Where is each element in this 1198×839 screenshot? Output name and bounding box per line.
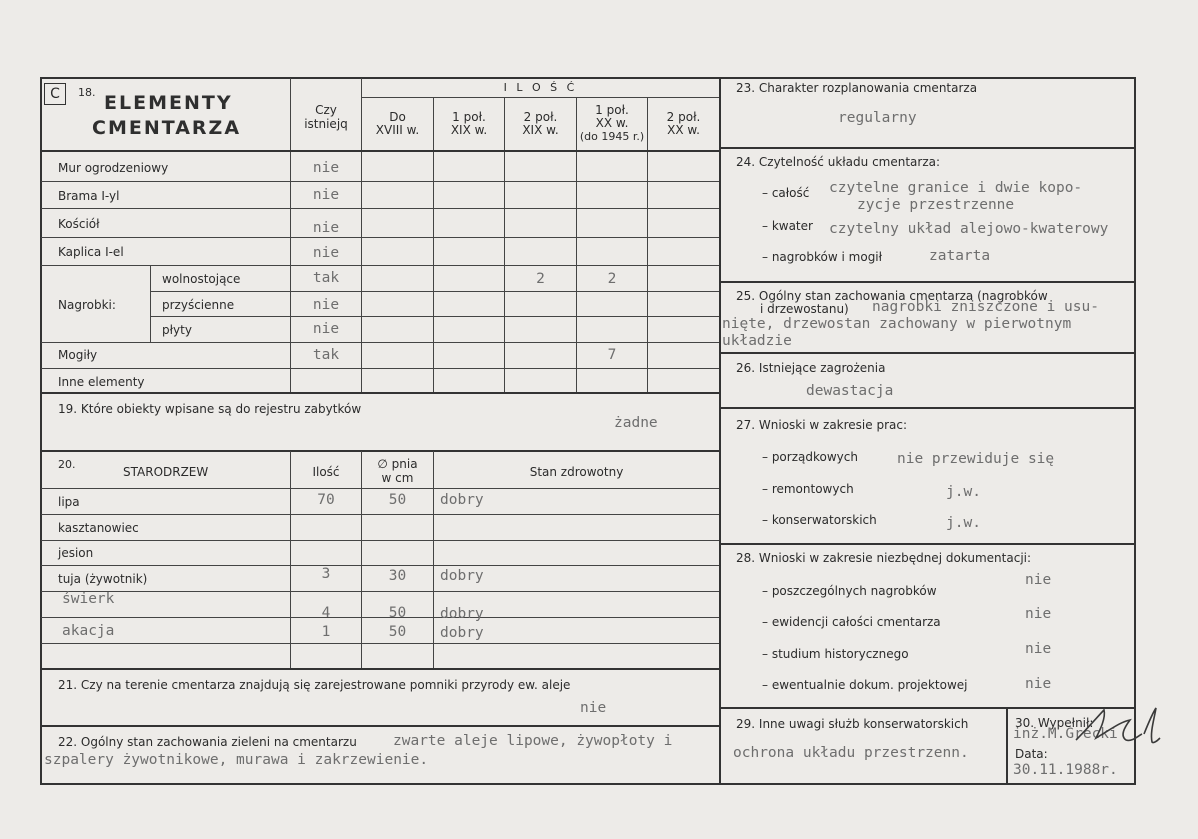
s27-label: 27. Wnioski w zakresie prac: — [736, 418, 908, 432]
s25-label-1: 25. Ogólny stan zachowania cmentarza (nagrobków — [736, 289, 1048, 303]
grid-line — [41, 342, 719, 343]
s20-title: STARODRZEW — [123, 465, 209, 479]
grid-line — [150, 316, 719, 317]
tree-qty: 4 — [321, 605, 331, 621]
s21-label: 21. Czy na terenie cmentarza znajdują się zarejestrowane pomniki przyrody ew. aleje — [58, 678, 571, 692]
s28-b-value: nie — [1025, 606, 1052, 622]
tree-dia: 50 — [388, 624, 407, 640]
ilosc-header: I L O Ś Ć — [503, 81, 578, 94]
value-przyscienne: nie — [312, 297, 340, 313]
s30-date-label: Data: — [1015, 747, 1048, 761]
col-header-2p20-1: 2 poł. — [666, 110, 701, 124]
s27-konserwatorskich-value: j.w. — [946, 515, 981, 531]
s28-d-label: – ewentualnie dokum. projektowej — [762, 678, 968, 692]
s28-label: 28. Wnioski w zakresie niezbędnej dokumentacji: — [736, 551, 1032, 565]
grid-line — [720, 147, 1136, 149]
row-label-mur: Mur ogrodzeniowy — [58, 161, 169, 175]
tree-name: jesion — [58, 546, 94, 560]
s26-value: dewastacja — [806, 383, 894, 399]
grid-line — [41, 150, 719, 152]
grid-line — [41, 514, 719, 515]
s28-c-value: nie — [1025, 641, 1052, 657]
col-header-1p20-2: XX w. — [595, 116, 629, 130]
exists-header-2: istniejq — [304, 117, 348, 131]
tree-qty: 70 — [317, 492, 335, 508]
tree-name: akacja — [62, 623, 115, 639]
grid-line — [361, 97, 719, 98]
grid-line — [720, 543, 1136, 545]
s28-a-value: nie — [1025, 572, 1052, 588]
col-header-do18-2: XVIII w. — [375, 123, 420, 137]
s28-a-label: – poszczególnych nagrobków — [762, 584, 937, 598]
s30-name: inż.M.Grecki — [1013, 726, 1118, 742]
tree-qty: 3 — [321, 566, 331, 582]
row-label-brama: Brama I-yl — [58, 189, 120, 203]
handwritten-signature — [1070, 700, 1165, 755]
s26-label: 26. Istniejące zagrożenia — [736, 361, 886, 375]
s19-label: 19. Które obiekty wpisane są do rejestru zabytków — [58, 402, 362, 416]
grid-line — [504, 97, 505, 392]
value-mur: nie — [312, 160, 340, 176]
col-header-1p19-1: 1 poł. — [452, 110, 486, 124]
grid-line — [41, 450, 719, 452]
row-label-nagrobki: Nagrobki: — [58, 298, 116, 312]
s24-label: 24. Czytelność układu cmentarza: — [736, 155, 941, 169]
tree-name: tuja (żywotnik) — [58, 572, 148, 586]
grid-line — [41, 181, 719, 182]
col-header-do18-1: Do — [389, 110, 406, 124]
s24-kwater-label: – kwater — [762, 219, 813, 233]
s29-value: ochrona układu przestrzenn. — [733, 745, 969, 761]
s28-d-value: nie — [1025, 676, 1052, 692]
value-mogily: tak — [312, 347, 340, 363]
s28-c-label: – studium historycznego — [762, 647, 909, 661]
exists-header-1: Czy — [315, 103, 337, 117]
value-kaplica: nie — [312, 245, 340, 261]
tree-state: dobry — [440, 625, 484, 641]
value-brama: nie — [312, 187, 340, 203]
s24-calosc-value-1: czytelne granice i dwie kopo- — [829, 180, 1083, 196]
s24-nagrobkow-value: zatarta — [929, 248, 991, 264]
grid-line — [41, 668, 719, 670]
section-c-box: C — [44, 83, 66, 105]
s27-remontowych-label: – remontowych — [762, 482, 854, 496]
row-label-wolnostojace: wolnostojące — [162, 272, 241, 286]
s27-porzadkowych-label: – porządkowych — [762, 450, 858, 464]
row-label-kaplica: Kaplica I-el — [58, 245, 124, 259]
s22-label: 22. Ogólny stan zachowania zieleni na cmentarzu — [58, 735, 357, 749]
tree-state: dobry — [440, 606, 484, 622]
row-label-kosciol: Kościół — [58, 217, 100, 231]
s20-qty-header: Ilość — [312, 465, 340, 479]
row-label-mogily: Mogiły — [58, 348, 98, 362]
grid-line — [720, 352, 1136, 354]
col-header-1p20-1: 1 poł. — [595, 103, 629, 117]
grid-line — [41, 591, 719, 592]
s25-value-2: nięte, drzewostan zachowany w pierwotnym — [722, 316, 1072, 332]
s20-state-header: Stan zdrowotny — [529, 465, 624, 479]
value-wolnostojace-2p19: 2 — [536, 271, 545, 287]
s30-label: 30. Wypełnił: — [1015, 716, 1094, 730]
tree-dia: 50 — [388, 492, 407, 508]
grid-line — [41, 368, 719, 369]
s25-value-3: układzie — [722, 333, 792, 349]
grid-line — [720, 281, 1136, 283]
s24-nagrobkow-label: – nagrobków i mogił — [762, 250, 883, 264]
col-header-1p20-3: (do 1945 r.) — [579, 130, 645, 143]
s27-porzadkowych-value: nie przewiduje się — [897, 451, 1055, 467]
main-divider — [719, 78, 721, 784]
s23-value: regularny — [838, 110, 917, 126]
grid-line — [41, 237, 719, 238]
col-header-1p19-2: XIX w. — [450, 123, 488, 137]
tree-qty: 1 — [321, 624, 331, 640]
grid-line — [41, 540, 719, 541]
value-wolnostojace: tak — [312, 270, 340, 286]
grid-line — [150, 291, 719, 292]
grid-line — [41, 643, 719, 644]
s22-value-line2: szpalery żywotnikowe, murawa i zakrzewienie. — [44, 752, 429, 768]
grid-line — [150, 265, 151, 342]
grid-line — [41, 265, 719, 266]
s20-dia-header-1: ∅ pnia — [377, 457, 418, 471]
tree-name: lipa — [58, 495, 80, 509]
row-label-plyty: płyty — [162, 323, 192, 337]
s29-label: 29. Inne uwagi służb konserwatorskich — [736, 717, 969, 731]
tree-name: świerk — [62, 591, 115, 607]
row-label-inne: Inne elementy — [58, 375, 145, 389]
grid-line — [41, 392, 719, 394]
grid-line — [647, 97, 648, 392]
tree-dia: 30 — [388, 568, 407, 584]
grid-line — [41, 565, 719, 566]
grid-line — [41, 208, 719, 209]
tree-name: kasztanowiec — [58, 521, 139, 535]
s21-value: nie — [580, 700, 607, 716]
tree-state: dobry — [440, 492, 484, 508]
value-kosciol: nie — [312, 220, 340, 236]
row-label-przyscienne: przyścienne — [162, 298, 235, 312]
col-header-2p19-2: XIX w. — [522, 123, 559, 137]
s25-value-1: nagrobki zniszczone i usu- — [872, 299, 1099, 315]
s18-title-line1: ELEMENTY — [104, 92, 233, 114]
tree-state: dobry — [440, 568, 484, 584]
s19-value: żadne — [614, 415, 658, 431]
s18-number: 18. — [78, 86, 96, 99]
value-mogily-1p20: 7 — [607, 347, 617, 363]
value-wolnostojace-1p20: 2 — [607, 271, 617, 287]
s20-number: 20. — [58, 458, 76, 471]
s28-b-label: – ewidencji całości cmentarza — [762, 615, 941, 629]
s27-konserwatorskich-label: – konserwatorskich — [762, 513, 877, 527]
col-header-2p19-1: 2 poł. — [523, 110, 558, 124]
s27-remontowych-value: j.w. — [946, 484, 981, 500]
s20-dia-header-2: w cm — [381, 471, 414, 485]
tree-dia: 50 — [388, 605, 407, 621]
col-header-2p20-2: XX w. — [667, 123, 700, 137]
grid-line — [433, 451, 434, 668]
value-plyty: nie — [312, 321, 340, 337]
grid-line — [41, 488, 719, 489]
s24-calosc-value-2: zycje przestrzenne — [857, 197, 1015, 213]
s25-label-2: i drzewostanu) — [760, 302, 849, 316]
grid-line — [720, 407, 1136, 409]
s22-value-line1: zwarte aleje lipowe, żywopłoty i — [393, 733, 673, 749]
grid-line — [1006, 708, 1008, 784]
grid-line — [433, 97, 434, 392]
s18-title-line2: CMENTARZA — [92, 117, 242, 139]
s30-date: 30.11.1988r. — [1013, 762, 1118, 778]
s23-label: 23. Charakter rozplanowania cmentarza — [736, 81, 978, 95]
s24-calosc-label: – całość — [762, 186, 810, 200]
s24-kwater-value: czytelny układ alejowo-kwaterowy — [829, 221, 1109, 237]
grid-line — [41, 725, 719, 727]
